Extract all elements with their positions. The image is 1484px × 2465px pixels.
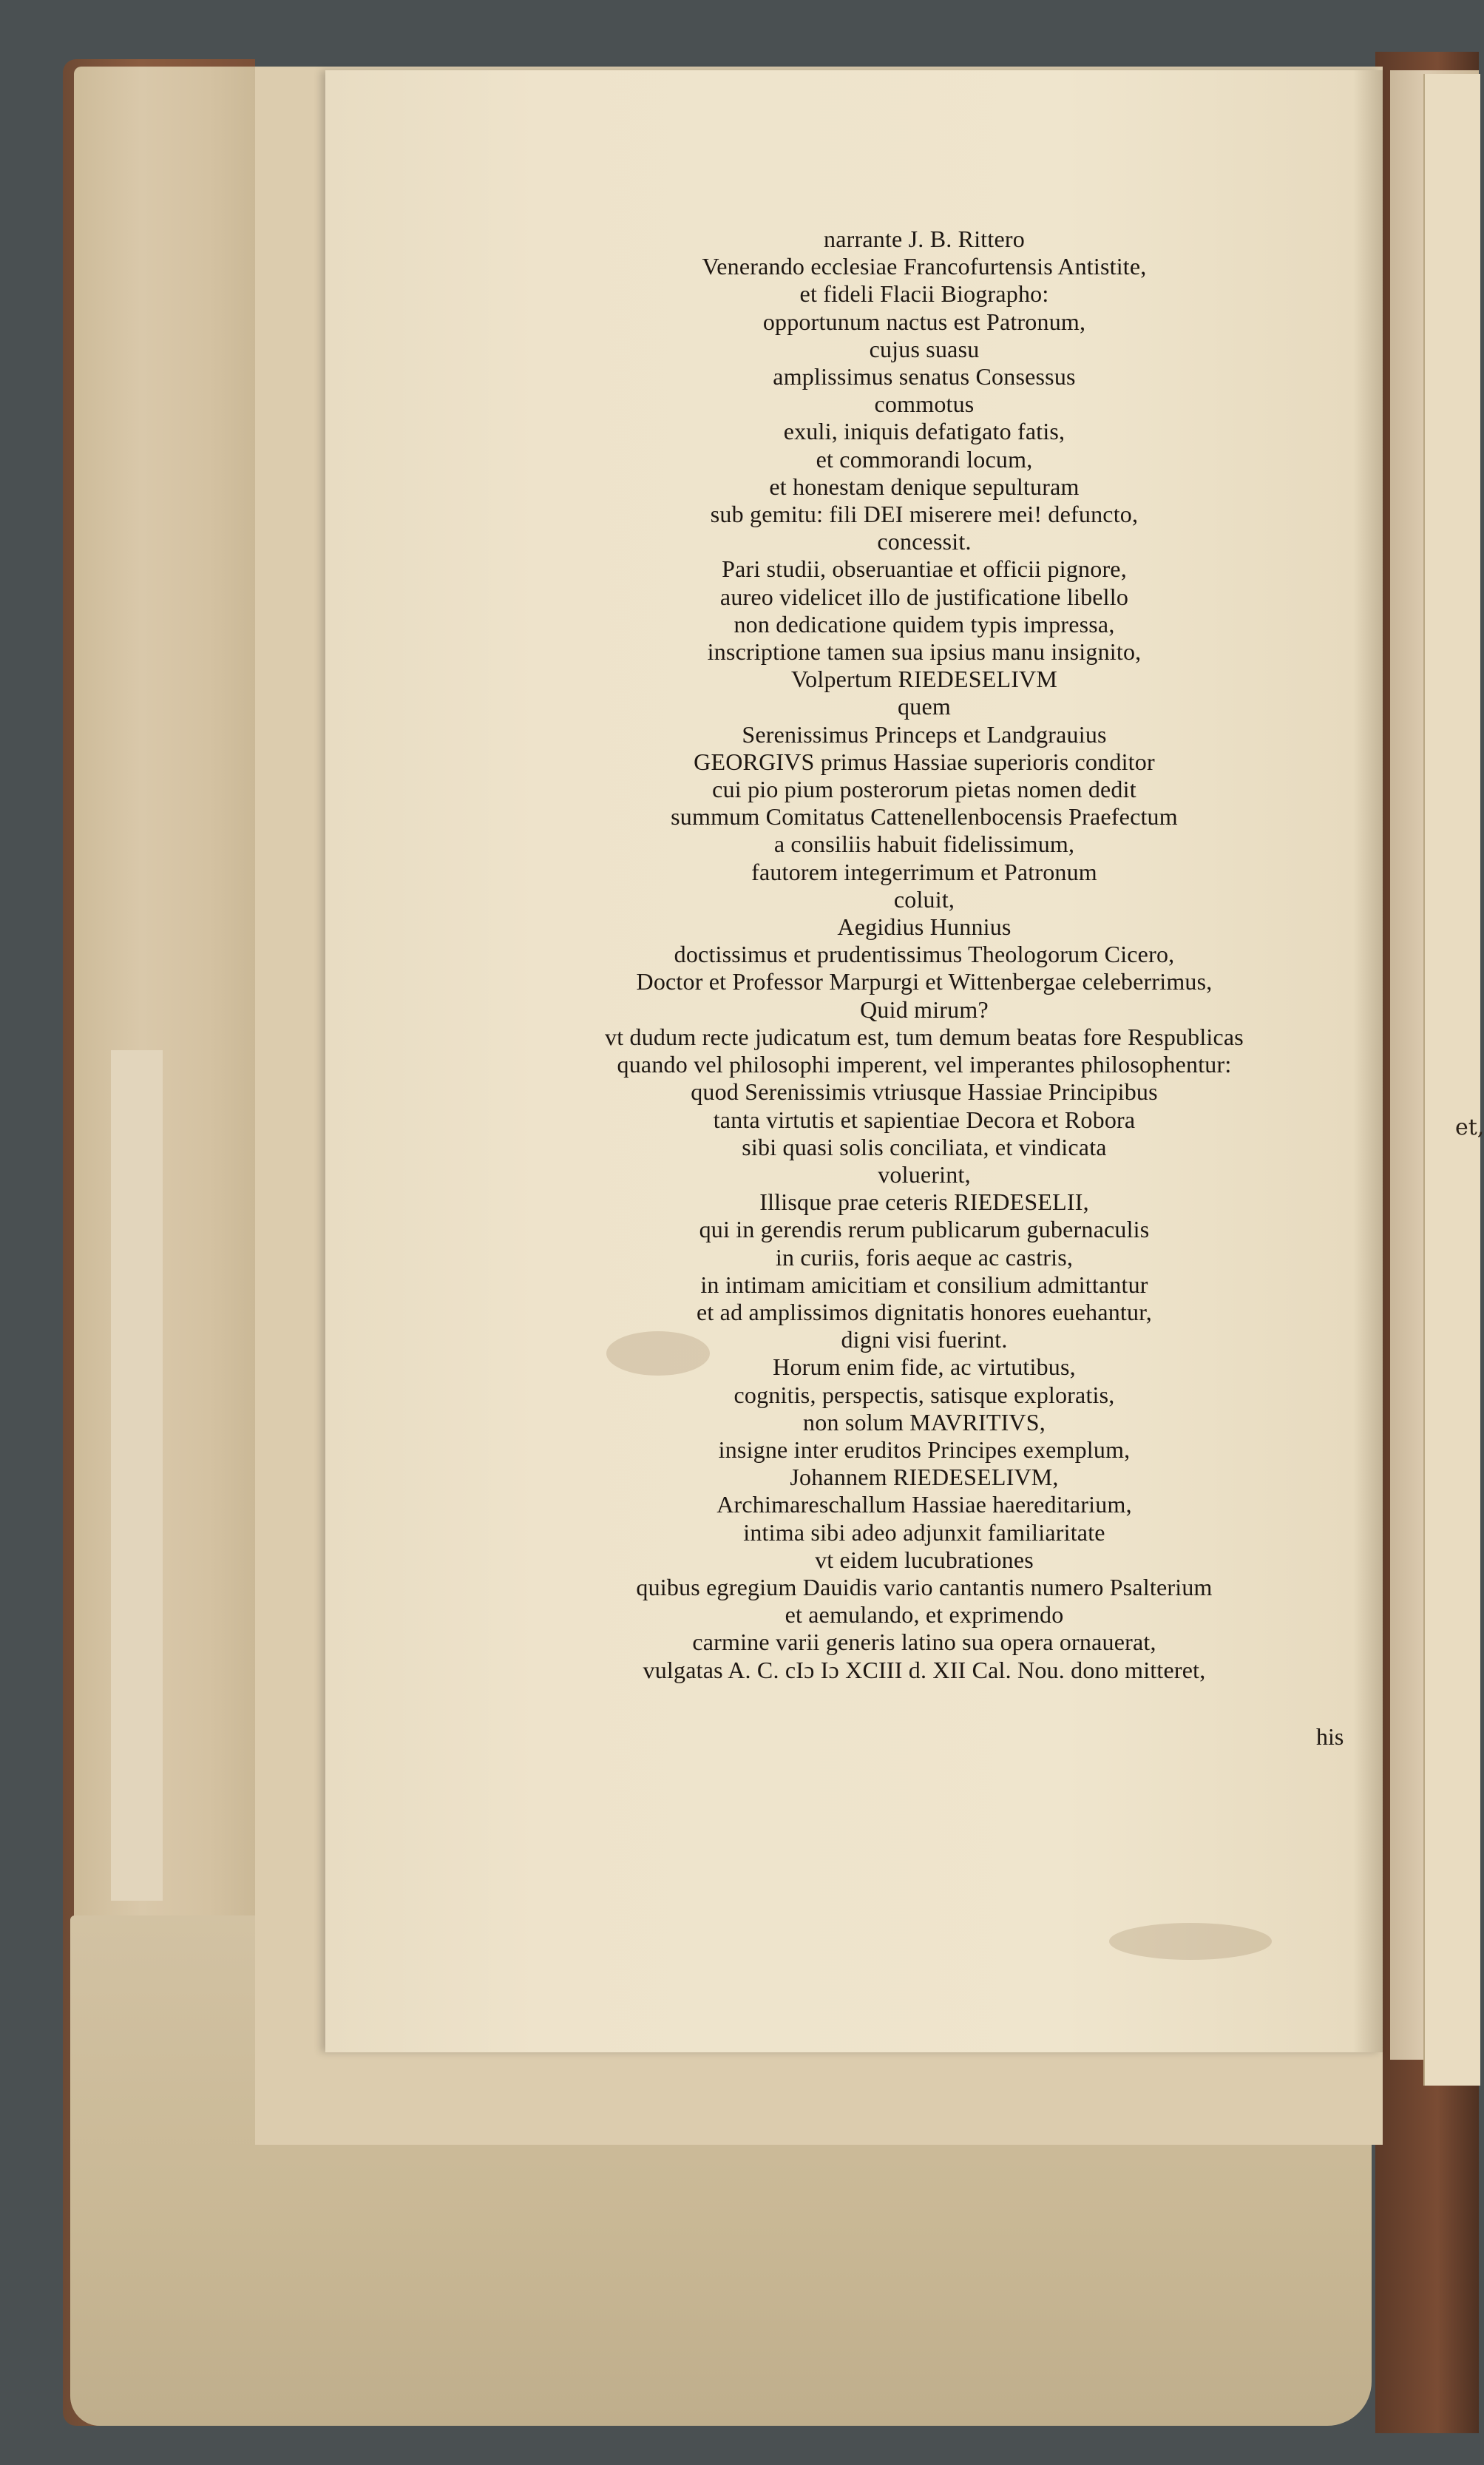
text-line: aureo videlicet illo de justificatione libello xyxy=(719,583,1129,610)
text-line: sub gemitu: fili DEI miserere mei! defuncto, xyxy=(710,501,1139,528)
text-line: quod Serenissimis vtriusque Hassiae Principibus xyxy=(691,1078,1158,1106)
text-line: Volpertum RIEDESELIVM xyxy=(790,666,1058,693)
text-line: doctissimus et prudentissimus Theologorum Cicero, xyxy=(674,941,1175,968)
text-line: quando vel philosophi imperent, vel imperantes philosophentur: xyxy=(617,1051,1232,1078)
text-line: cui pio pium posterorum pietas nomen dedit xyxy=(712,776,1136,803)
text-line: cognitis, perspectis, satisque exploratis, xyxy=(733,1381,1115,1408)
latin-text-block xyxy=(518,226,1331,1684)
text-line: et honestam denique sepulturam xyxy=(769,473,1080,500)
text-line: tanta virtutis et sapientiae Decora et Robora xyxy=(713,1106,1136,1133)
text-line: opportunum nactus est Patronum, xyxy=(762,308,1086,335)
text-line: Serenissimus Princeps et Landgrauius xyxy=(742,720,1107,748)
text-line: Doctor et Professor Marpurgi et Wittenbergae celeberrimus, xyxy=(636,968,1213,995)
paper-strip xyxy=(111,1050,163,1901)
paper-stain xyxy=(1109,1923,1272,1960)
text-line: Quid mirum? xyxy=(860,995,989,1023)
text-line: quibus egregium Dauidis vario cantantis numero Psalterium xyxy=(636,1573,1213,1600)
text-line: a consiliis habuit fidelissimum, xyxy=(773,831,1075,858)
text-line: non dedicatione quidem typis impressa, xyxy=(733,610,1115,638)
text-line: carmine varii generis latino sua opera ornauerat, xyxy=(692,1629,1156,1656)
text-line: insigne inter eruditos Principes exemplum, xyxy=(718,1436,1131,1463)
text-line: summum Comitatus Cattenellenbocensis Praefectum xyxy=(671,803,1178,831)
text-line: inscriptione tamen sua ipsius manu insignito, xyxy=(707,638,1142,666)
text-line: Aegidius Hunnius xyxy=(837,913,1012,941)
text-line: vt dudum recte judicatum est, tum demum beatas fore Respublicas xyxy=(605,1023,1244,1050)
underlying-leaf-left xyxy=(74,67,266,1930)
text-line: intima sibi adeo adjunxit familiaritate xyxy=(743,1518,1105,1546)
text-line: qui in gerendis rerum publicarum gubernaculis xyxy=(699,1216,1150,1243)
facing-page xyxy=(1423,74,1480,2086)
text-line: non solum MAVRITIVS, xyxy=(803,1408,1046,1436)
text-line: concessit. xyxy=(877,528,972,555)
text-line: Archimareschallum Hassiae haereditarium, xyxy=(716,1491,1132,1518)
text-line: digni visi fuerint. xyxy=(841,1326,1008,1353)
text-line: et fideli Flacii Biographo: xyxy=(799,280,1049,308)
text-line: voluerint, xyxy=(878,1160,971,1188)
text-line: amplissimus senatus Consessus xyxy=(773,363,1076,390)
text-line: narrante J. B. Rittero xyxy=(824,226,1025,252)
text-line: fautorem integerrimum et Patronum xyxy=(751,858,1097,885)
text-line: commotus xyxy=(874,390,975,418)
catchword: his xyxy=(1316,1723,1344,1750)
text-line: vulgatas A. C. cIɔ Iɔ XCIII d. XII Cal. Nou. dono mitteret, xyxy=(643,1656,1206,1683)
text-line: in intimam amicitiam et consilium admittantur xyxy=(700,1271,1148,1298)
text-line: GEORGIVS primus Hassiae superioris conditor xyxy=(694,748,1155,775)
text-line: coluit, xyxy=(893,885,955,913)
text-line: Johannem RIEDESELIVM, xyxy=(790,1464,1059,1491)
text-line: quem xyxy=(898,693,951,720)
text-line: cujus suasu xyxy=(869,335,980,362)
text-line: Horum enim fide, ac virtutibus, xyxy=(773,1353,1076,1381)
facing-page-fragment: et, xyxy=(1455,1115,1484,1140)
text-line: et ad amplissimos dignitatis honores euehantur, xyxy=(696,1298,1152,1325)
text-line: in curiis, foris aeque ac castris, xyxy=(775,1243,1074,1271)
text-line: Venerando ecclesiae Francofurtensis Antistite, xyxy=(702,253,1147,280)
text-line: sibi quasi solis conciliata, et vindicata xyxy=(742,1133,1107,1160)
text-line: vt eidem lucubrationes xyxy=(815,1546,1034,1573)
text-line: et commorandi locum, xyxy=(816,445,1033,473)
text-line: Pari studii, obseruantiae et officii pignore, xyxy=(722,555,1127,583)
text-line: exuli, iniquis defatigato fatis, xyxy=(783,418,1065,445)
text-line: Illisque prae ceteris RIEDESELII, xyxy=(759,1188,1089,1216)
text-line: et aemulando, et exprimendo xyxy=(785,1601,1064,1629)
